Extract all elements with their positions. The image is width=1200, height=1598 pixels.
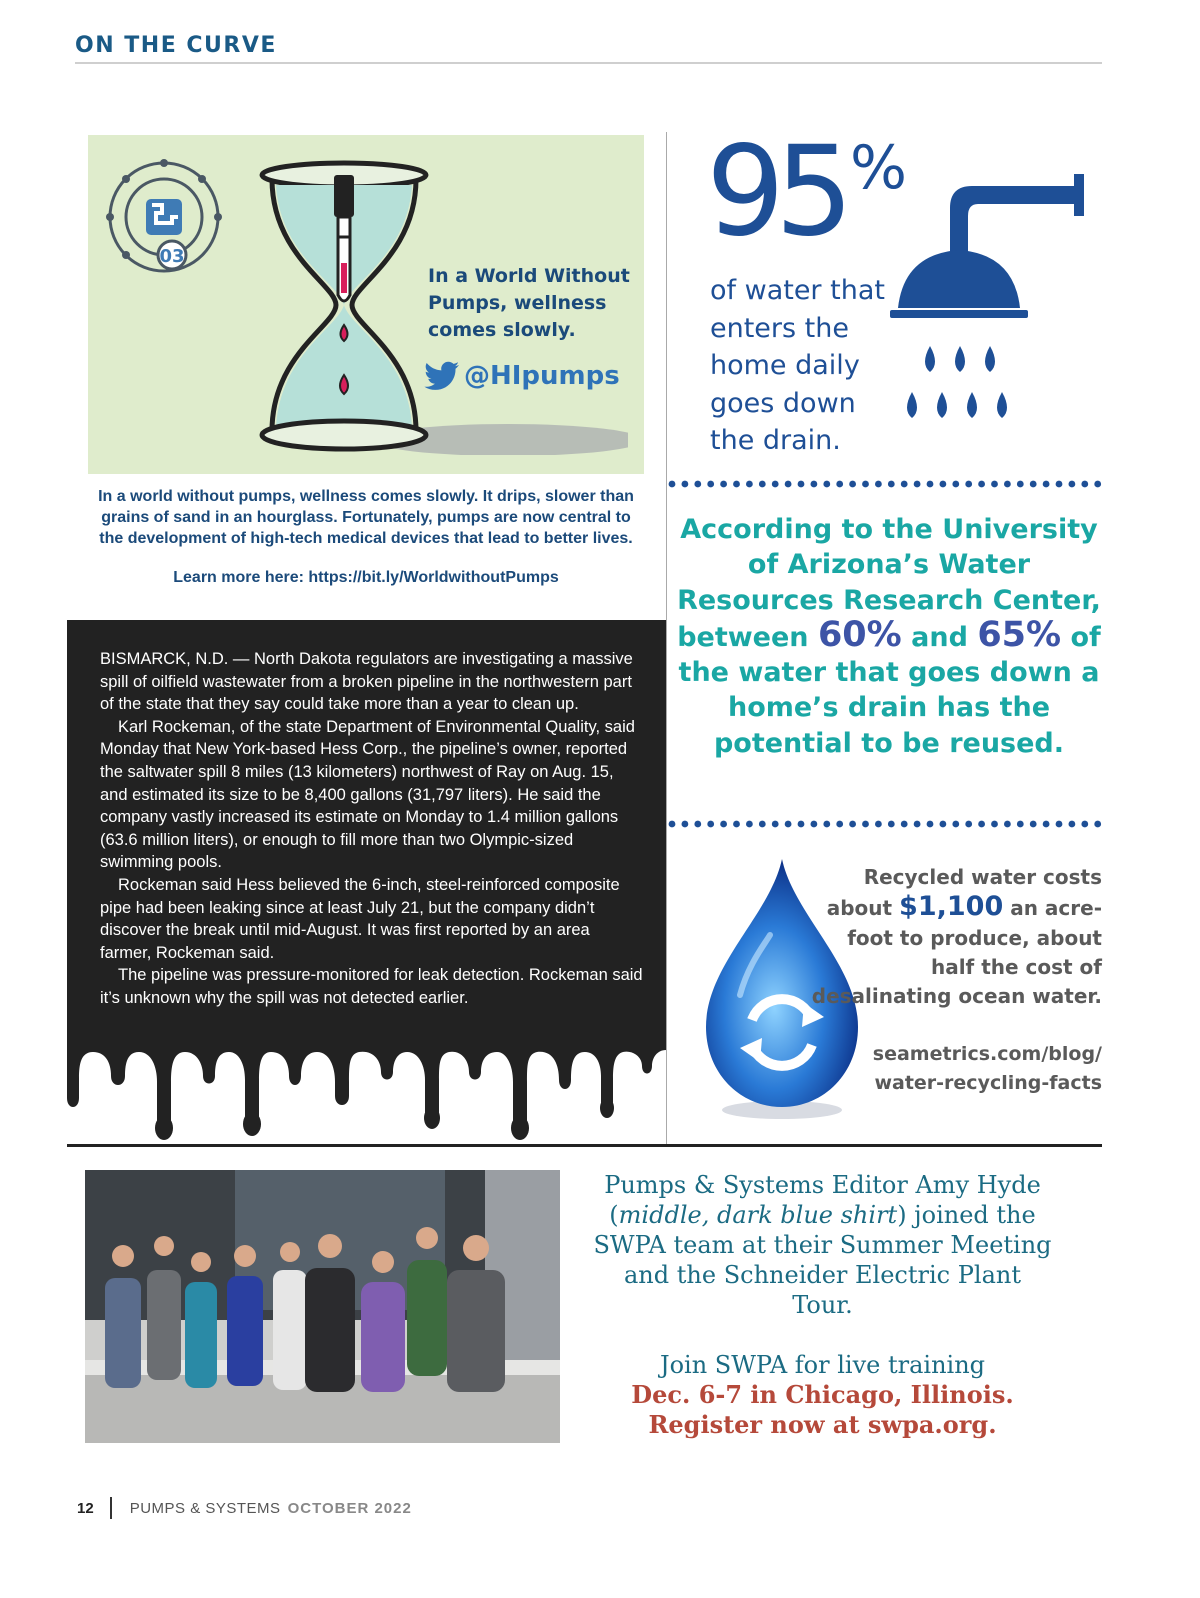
divider-dot bbox=[694, 481, 701, 488]
recycle-source-line[interactable]: water-recycling-facts bbox=[874, 1072, 1102, 1094]
divider-dot bbox=[914, 481, 921, 488]
divider-dot bbox=[1004, 481, 1011, 488]
recycle-source-link[interactable] bbox=[840, 1040, 1102, 1098]
divider-dot bbox=[901, 481, 908, 488]
divider-dot bbox=[1043, 481, 1050, 488]
divider-dot bbox=[1043, 821, 1050, 828]
shower-head-icon bbox=[888, 168, 1088, 438]
divider-dot bbox=[823, 821, 830, 828]
divider-dot bbox=[836, 821, 843, 828]
divider-dot bbox=[862, 821, 869, 828]
divider-dot bbox=[991, 481, 998, 488]
news-paragraph: The pipeline was pressure-monitored for leak detection. Rockeman said it’s unknown why the spill was not detected earlier. bbox=[100, 966, 643, 1007]
promo-caption: In a world without pumps, wellness comes slowly. It drips, slower than grains of sand in an hourglass. Fortunately, pumps are now central to the development of high-tech medical devices that lead to better lives. bbox=[98, 488, 634, 547]
divider-dot bbox=[914, 821, 921, 828]
column-divider bbox=[666, 132, 667, 1147]
arizona-highlight-65: 65% bbox=[977, 614, 1062, 655]
divider-dot bbox=[746, 821, 753, 828]
divider-dot bbox=[1056, 481, 1063, 488]
recycle-source-line[interactable]: seametrics.com/blog/ bbox=[872, 1043, 1102, 1065]
divider-dot bbox=[707, 481, 714, 488]
twitter-handle-text[interactable]: @HIpumps bbox=[464, 361, 620, 391]
twitter-handle[interactable] bbox=[424, 361, 620, 391]
divider-dot bbox=[746, 481, 753, 488]
team-photo bbox=[85, 1170, 560, 1443]
promo-link[interactable]: Learn more here: https://bit.ly/WorldwithoutPumps bbox=[173, 569, 559, 586]
photo-caption-text: ) joined the SWPA team at their Summer Meeting and the Schneider Electric Plant Tour. bbox=[593, 1201, 1052, 1319]
divider-dot bbox=[849, 821, 856, 828]
photo-caption-italic: middle, dark blue shirt bbox=[618, 1201, 898, 1229]
divider-dot bbox=[952, 821, 959, 828]
section-rule bbox=[67, 1144, 1102, 1147]
dotted-divider bbox=[668, 819, 1108, 829]
divider-dot bbox=[978, 821, 985, 828]
twitter-bird-icon bbox=[424, 361, 460, 391]
divider-dot bbox=[720, 821, 727, 828]
divider-dot bbox=[682, 481, 689, 488]
section-label: ON THE CURVE bbox=[75, 33, 277, 58]
divider-dot bbox=[720, 481, 727, 488]
arizona-text: and bbox=[911, 621, 968, 653]
divider-dot bbox=[785, 481, 792, 488]
stat-caption: of water that enters the home daily goes down the drain. bbox=[710, 275, 885, 456]
divider-dot bbox=[952, 481, 959, 488]
photo-caption bbox=[590, 1170, 1055, 1320]
divider-dot bbox=[965, 821, 972, 828]
news-paragraph: BISMARCK, N.D. — North Dakota regulators are investigating a massive spill of oilfield wastewater from a broken pipeline in the northwestern part of the state that they say could take more than a year to clean up. bbox=[100, 650, 633, 714]
divider-dot bbox=[927, 481, 934, 488]
divider-dot bbox=[888, 821, 895, 828]
divider-dot bbox=[875, 821, 882, 828]
divider-dot bbox=[901, 821, 908, 828]
arizona-highlight-60: 60% bbox=[817, 614, 902, 655]
divider-dot bbox=[978, 481, 985, 488]
photo-caption-text: Pumps & Systems Editor Amy Hyde ( bbox=[604, 1171, 1041, 1229]
divider-dot bbox=[927, 821, 934, 828]
divider-dot bbox=[772, 481, 779, 488]
world-without-pumps-badge bbox=[106, 157, 226, 277]
divider-dot bbox=[1094, 821, 1101, 828]
divider-dot bbox=[940, 481, 947, 488]
recycle-price: $1,100 bbox=[899, 891, 1004, 923]
promo-headline: In a World Without Pumps, wellness comes slowly. bbox=[428, 265, 630, 341]
divider-dot bbox=[888, 481, 895, 488]
divider-dot bbox=[785, 821, 792, 828]
divider-dot bbox=[772, 821, 779, 828]
divider-dot bbox=[1017, 821, 1024, 828]
divider-dot bbox=[1004, 821, 1011, 828]
divider-dot bbox=[759, 481, 766, 488]
team-photo-image bbox=[85, 1170, 560, 1443]
news-paragraph: Rockeman said Hess believed the 6-inch, steel-reinforced composite pipe had been leaking since at least July 21, but the company didn’t discover the break until mid-August. It was first reported by an area farmer, Rockeman said. bbox=[100, 875, 620, 962]
divider-dot bbox=[1081, 821, 1088, 828]
divider-dot bbox=[965, 481, 972, 488]
divider-dot bbox=[1056, 821, 1063, 828]
event-register-link[interactable]: Register now at swpa.org. bbox=[648, 1410, 997, 1439]
event-date: Dec. 6-7 in Chicago, Illinois. bbox=[631, 1380, 1014, 1409]
divider-dot bbox=[1094, 481, 1101, 488]
page-footer bbox=[77, 1497, 412, 1519]
stat-unit: % bbox=[850, 133, 908, 203]
magazine-name: PUMPS & SYSTEMS bbox=[129, 1499, 281, 1517]
recycle-statement bbox=[800, 863, 1102, 1011]
divider-dot bbox=[1069, 821, 1076, 828]
divider-dot bbox=[682, 821, 689, 828]
divider-dot bbox=[669, 481, 676, 488]
divider-dot bbox=[733, 821, 740, 828]
divider-dot bbox=[669, 821, 676, 828]
divider-dot bbox=[694, 821, 701, 828]
divider-dot bbox=[1030, 481, 1037, 488]
arizona-text: of the water that goes down a home’s drain has the potential to be reused. bbox=[678, 621, 1101, 759]
divider-dot bbox=[798, 821, 805, 828]
divider-dot bbox=[823, 481, 830, 488]
divider-dot bbox=[991, 821, 998, 828]
divider-dot bbox=[1017, 481, 1024, 488]
divider-dot bbox=[707, 821, 714, 828]
recycle-text: Recycled water costs about bbox=[826, 865, 1102, 921]
badge-number: 03 bbox=[159, 246, 185, 267]
stat-number: 95 bbox=[706, 120, 844, 264]
event-line: Join SWPA for live training bbox=[659, 1351, 986, 1379]
divider-dot bbox=[862, 481, 869, 488]
issue-date: OCTOBER 2022 bbox=[287, 1499, 412, 1517]
divider-dot bbox=[1030, 821, 1037, 828]
divider-dot bbox=[849, 481, 856, 488]
page-number: 12 bbox=[77, 1499, 94, 1517]
footer-divider bbox=[110, 1497, 112, 1519]
divider-dot bbox=[733, 481, 740, 488]
dotted-divider bbox=[668, 479, 1108, 489]
divider-dot bbox=[1081, 481, 1088, 488]
arizona-text: According to the University of Arizona’s Water Resources Research Center, between bbox=[677, 514, 1101, 653]
arizona-statement bbox=[676, 512, 1102, 761]
divider-dot bbox=[1069, 481, 1076, 488]
event-announcement bbox=[590, 1350, 1055, 1440]
world-without-pumps-card bbox=[88, 135, 644, 474]
divider-dot bbox=[798, 481, 805, 488]
news-brief bbox=[67, 620, 666, 1150]
news-body bbox=[100, 648, 645, 1010]
divider-dot bbox=[811, 481, 818, 488]
divider-dot bbox=[811, 821, 818, 828]
header-rule bbox=[75, 62, 1102, 64]
divider-dot bbox=[836, 481, 843, 488]
news-paragraph: Karl Rockeman, of the state Department of Environmental Quality, said Monday that New York-based Hess Corp., the pipeline’s owner, reported the saltwater spill 8 miles (13 kilometers) northwest of Ray on Aug. 15, and estimated its size to be 8,400 gallons (31,797 liters). He said the company vastly increased its estimate on Monday to 1.4 million gallons (63.6 million liters), or enough to fill more than two Olympic-sized swimming pools. bbox=[100, 717, 635, 872]
divider-dot bbox=[759, 821, 766, 828]
recycle-text: an acre-foot to produce, about half the cost of desalinating ocean water. bbox=[811, 896, 1102, 1009]
divider-dot bbox=[940, 821, 947, 828]
divider-dot bbox=[875, 481, 882, 488]
